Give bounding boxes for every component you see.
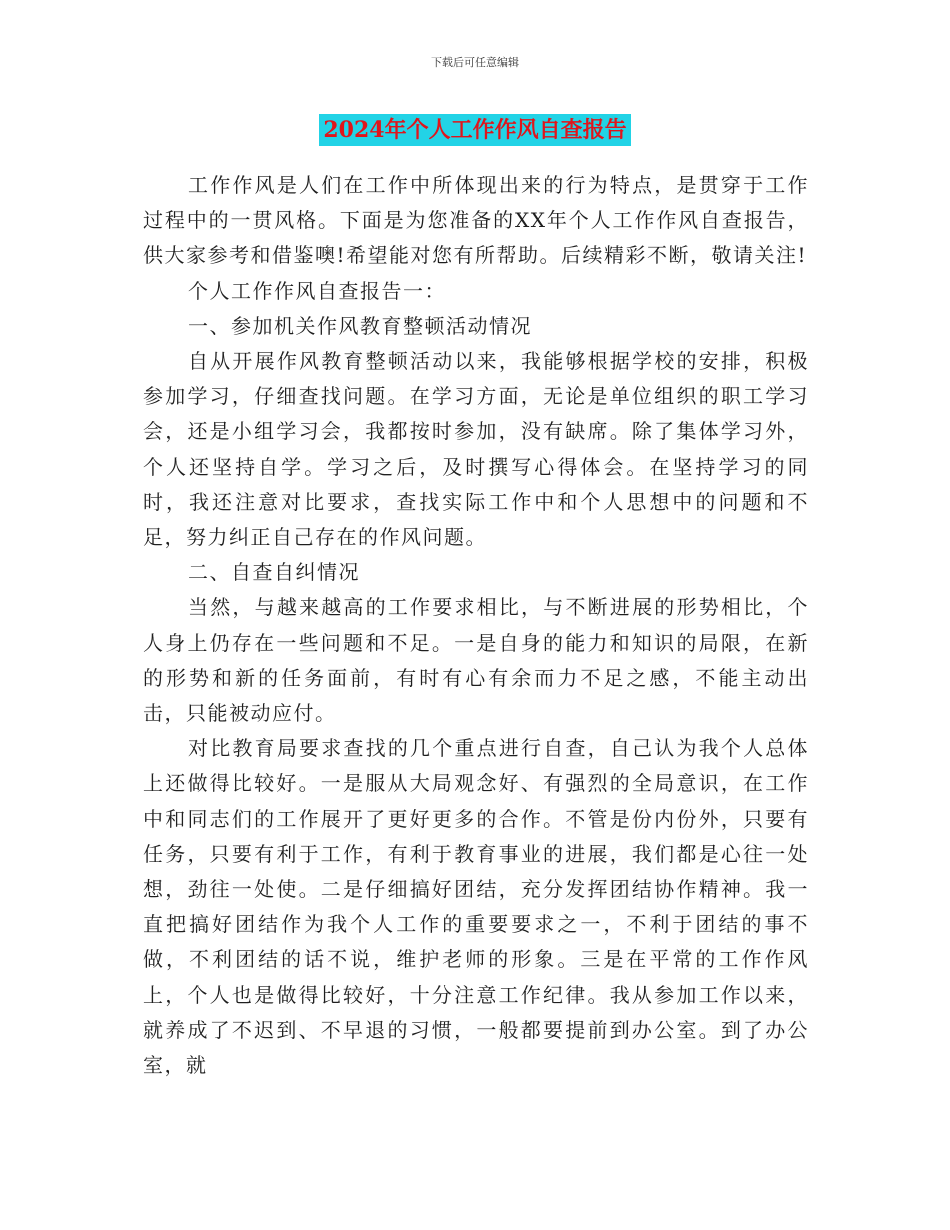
paragraph-report-heading: 个人工作作风自查报告一：: [188, 278, 446, 303]
paragraph-section-2b: 对比教育局要求查找的几个重点进行自查，自己认为我个人总体上还做得比较好。一是服从大局观念好、有强烈的全局意识，在工作中和同志们的工作展开了更好更多的合作。不管是份内份外，只要有任务，只要有利于工作，有利于教育事业的进展，我们都是心往一处想，劲往一处使。二是仔细搞好团结，充分发挥团结协作精神。我一直把搞好团结作为我个人工作的重要要求之一，不利于团结的事不做，不利团结的话不说，维护老师的形象。三是在平常的工作作风上，个人也是做得比较好，十分注意工作纪律。我从参加工作以来，就养成了不迟到、不早退的习惯，一般都要提前到办公室。到了办公室，就: [143, 736, 809, 1078]
document-body: [143, 168, 809, 1083]
section-heading-1: 一、参加机关作风教育整顿活动情况: [188, 313, 532, 338]
page-header-note: 下载后可任意编辑: [431, 56, 519, 69]
paragraph-section-2a: 当然，与越来越高的工作要求相比，与不断进展的形势相比，个人身上仍存在一些问题和不足。一是自身的能力和知识的局限，在新的形势和新的任务面前，有时有心有余而力不足之感，不能主动出击，只能被动应付。: [143, 595, 809, 726]
title-wrapper: [0, 114, 950, 146]
paragraph-section-1: 自从开展作风教育整顿活动以来，我能够根据学校的安排，积极参加学习，仔细查找问题。在学习方面，无论是单位组织的职工学习会，还是小组学习会，我都按时参加，没有缺席。除了集体学习外，个人还坚持自学。学习之后，及时撰写心得体会。在坚持学习的同时，我还注意对比要求，查找实际工作中和个人思想中的问题和不足，努力纠正自己存在的作风问题。: [143, 349, 809, 550]
document-title: 2024年个人工作作风自查报告: [319, 114, 630, 146]
section-heading-2: 二、自查自纠情况: [188, 560, 360, 585]
paragraph-intro: 工作作风是人们在工作中所体现出来的行为特点，是贯穿于工作过程中的一贯风格。下面是为您准备的XX年个人工作作风自查报告，供大家参考和借鉴噢!希望能对您有所帮助。后续精彩不断，敬请关注!: [143, 173, 809, 268]
